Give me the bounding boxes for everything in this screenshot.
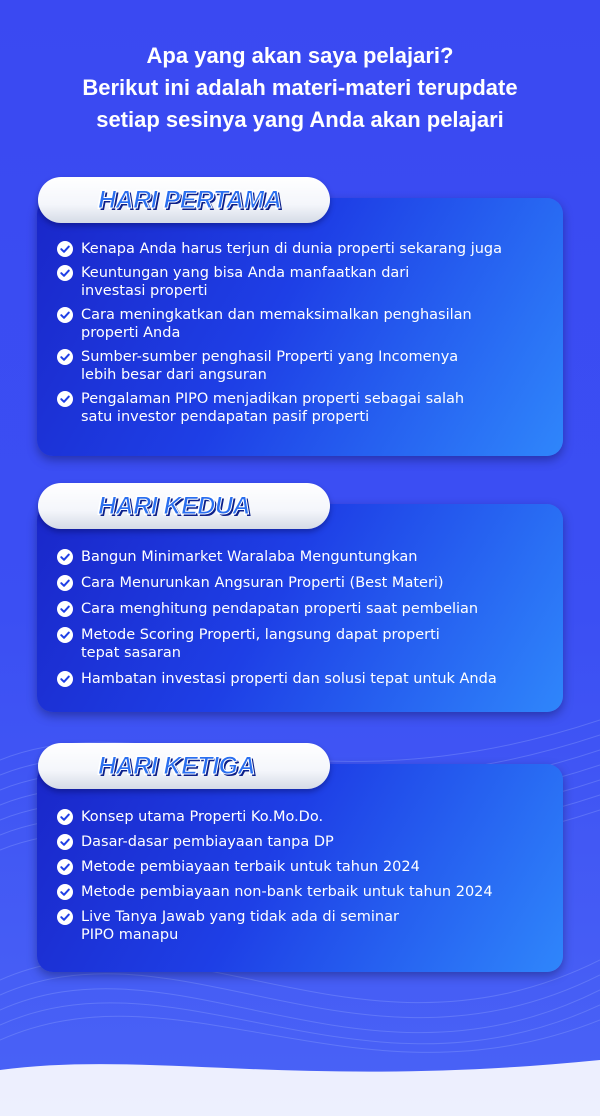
- check-circle-icon: [57, 834, 73, 850]
- check-circle-icon: [57, 909, 73, 925]
- page-headline: [0, 40, 600, 136]
- item-text: Hambatan investasi properti dan solusi tepat untuk Anda: [81, 671, 497, 687]
- item-text: Cara menghitung pendapatan properti saat pembelian: [81, 601, 479, 617]
- list-item: [57, 240, 547, 258]
- list-item: [57, 883, 547, 901]
- list-item: [57, 390, 547, 426]
- item-text: Kenapa Anda harus terjun di dunia properti sekarang juga: [81, 241, 503, 257]
- check-circle-icon: [57, 859, 73, 875]
- check-circle-icon: [57, 391, 73, 407]
- headline-line-2: Berikut ini adalah materi-materi terupdate: [82, 75, 518, 100]
- list-item: [57, 670, 547, 688]
- list-item: [57, 306, 547, 342]
- item-text: Cara Menurunkan Angsuran Properti (Best Materi): [81, 575, 444, 591]
- item-text: Metode pembiayaan terbaik untuk tahun 2024: [81, 859, 420, 875]
- item-text: Pengalaman PIPO menjadikan properti sebagai salah satu investor pendapatan pasif properti: [81, 391, 465, 425]
- check-circle-icon: [57, 627, 73, 643]
- check-circle-icon: [57, 241, 73, 257]
- day-1-title-badge: [38, 177, 330, 223]
- check-circle-icon: [57, 549, 73, 565]
- day-3-card: [37, 764, 563, 972]
- check-circle-icon: [57, 601, 73, 617]
- headline-line-1: Apa yang akan saya pelajari?: [146, 43, 454, 68]
- day-2-title-badge: [38, 483, 330, 529]
- item-text: Cara meningkatkan dan memaksimalkan penghasilan properti Anda: [81, 307, 472, 341]
- list-item: [57, 348, 547, 384]
- list-item: [57, 548, 547, 566]
- list-item: [57, 626, 547, 662]
- list-item: [57, 264, 547, 300]
- list-item: [57, 833, 547, 851]
- list-item: [57, 600, 547, 618]
- check-circle-icon: [57, 349, 73, 365]
- check-circle-icon: [57, 809, 73, 825]
- check-circle-icon: [57, 575, 73, 591]
- item-text: Sumber-sumber penghasil Properti yang Incomenya lebih besar dari angsuran: [81, 349, 459, 383]
- item-text: Metode pembiayaan non-bank terbaik untuk tahun 2024: [81, 884, 493, 900]
- day-2-card: [37, 504, 563, 712]
- day-1-title: HARI PERTAMA: [98, 185, 282, 214]
- item-text: Konsep utama Properti Ko.Mo.Do.: [81, 809, 324, 825]
- list-item: [57, 574, 547, 592]
- check-circle-icon: [57, 265, 73, 281]
- item-text: Keuntungan yang bisa Anda manfaatkan dari investasi properti: [81, 265, 410, 299]
- item-text: Dasar-dasar pembiayaan tanpa DP: [81, 834, 334, 850]
- check-circle-icon: [57, 307, 73, 323]
- check-circle-icon: [57, 671, 73, 687]
- item-text: Live Tanya Jawab yang tidak ada di seminar PIPO manapu: [81, 909, 399, 943]
- day-3-title: HARI KETIGA: [98, 751, 255, 780]
- list-item: [57, 908, 547, 944]
- item-text: Bangun Minimarket Waralaba Menguntungkan: [81, 549, 418, 565]
- headline-line-3: setiap sesinya yang Anda akan pelajari: [96, 107, 504, 132]
- list-item: [57, 808, 547, 826]
- check-circle-icon: [57, 884, 73, 900]
- item-text: Metode Scoring Properti, langsung dapat properti tepat sasaran: [81, 627, 440, 661]
- list-item: [57, 858, 547, 876]
- day-2-title: HARI KEDUA: [98, 491, 250, 520]
- day-3-title-badge: [38, 743, 330, 789]
- day-1-card: [37, 198, 563, 456]
